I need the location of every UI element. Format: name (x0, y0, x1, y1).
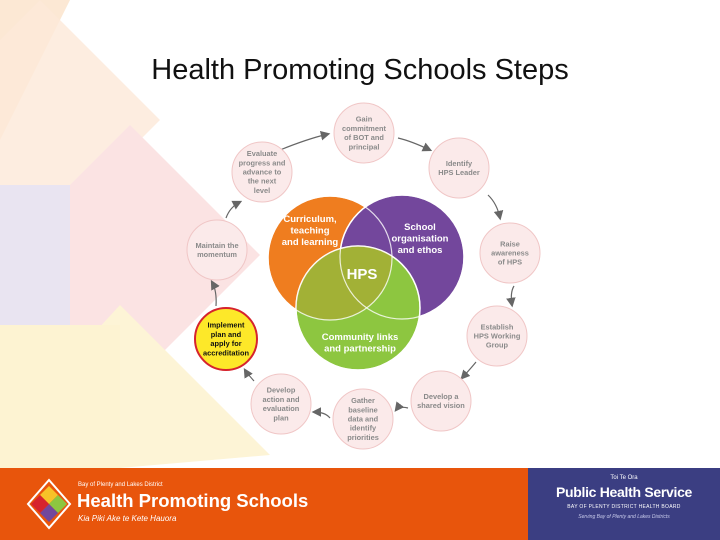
step-label-line: shared vision (417, 401, 465, 411)
step-label-line: progress and (238, 158, 286, 168)
step-label-line: action and (262, 394, 300, 404)
phs-dhb-text: BAY OF PLENTY DISTRICT HEALTH BOARD (567, 504, 681, 510)
step-label-line: principal (348, 142, 380, 152)
flow-arrow (245, 370, 254, 381)
circle-label-line: and partnership (324, 343, 396, 355)
circle-label-line: Community links (321, 332, 399, 343)
page-title: Health Promoting Schools Steps (151, 54, 569, 86)
step-label-line: Implement (207, 320, 245, 330)
step-label-line: apply for (210, 339, 242, 349)
flow-arrow (212, 282, 216, 306)
step-label-line: plan and (210, 329, 242, 339)
step-label-line: Identify (445, 158, 473, 168)
step-label-line: Gain (355, 114, 373, 124)
flow-arrow (226, 202, 240, 218)
circle-label-line: and ethos (397, 245, 443, 256)
step-label-line: Gather (351, 396, 375, 406)
flow-arrow (280, 134, 328, 150)
step-label-line: data and (347, 414, 379, 424)
step-label-line: Develop a (423, 391, 459, 401)
step-label-line: momentum (197, 250, 237, 260)
phs-top-text: Toi Te Ora (610, 475, 638, 481)
footer-phs-banner (528, 468, 720, 540)
flow-arrow (314, 412, 330, 418)
step-label-line: commitment (342, 123, 386, 133)
hps-region-text: Bay of Plenty and Lakes District (78, 482, 163, 488)
step-label-line: accreditation (202, 348, 250, 358)
circle-label-line: and learning (281, 237, 339, 248)
footer-hps-banner (0, 468, 528, 540)
step-label-line: plan (273, 413, 289, 423)
flow-arrow (511, 286, 514, 305)
step-label-line: Raise (500, 239, 520, 249)
step-label-line: level (253, 185, 271, 195)
circle-label-line: School (404, 222, 436, 233)
step-label-line: awareness (491, 248, 529, 258)
phs-brand-text: Public Health Service (555, 484, 693, 500)
step-label-line: advance to (242, 167, 282, 177)
circle-label-line: organisation (391, 233, 449, 245)
flow-arrow (462, 362, 476, 378)
step-label-line: identify (349, 423, 377, 433)
step-label-line: baseline (348, 405, 378, 415)
step-label-line: Evaluate (246, 149, 278, 159)
footer (0, 468, 720, 540)
step-label-line: evaluation (262, 404, 300, 414)
step-label-line: Establish (480, 322, 514, 332)
flow-arrow (398, 138, 430, 150)
hps-brand-text: Health Promoting Schools (77, 490, 309, 511)
hps-badge: HPS (346, 266, 378, 283)
step-label-line: HPS Leader (438, 168, 480, 178)
circle-label-line: teaching (290, 225, 330, 237)
step-label-line: HPS Working (473, 331, 521, 341)
hps-tagline: Kia Piki Ake te Kete Hauora (78, 514, 177, 523)
flow-arrow (396, 407, 408, 410)
flow-arrow (488, 195, 500, 218)
step-label-line: priorities (347, 432, 379, 442)
step-label-line: the next (247, 176, 277, 186)
step-label-line: of HPS (497, 257, 523, 267)
circle-label-line: Curriculum, (283, 214, 337, 225)
step-label-line: Develop (266, 385, 296, 395)
step-label-line: Group (485, 340, 509, 350)
phs-serving-text: Serving Bay of Plenty and Lakes Districts (578, 514, 670, 520)
step-label-line: Maintain the (195, 240, 239, 250)
step-label-line: of BOT and (344, 133, 384, 143)
hps-logo-icon (26, 478, 72, 530)
